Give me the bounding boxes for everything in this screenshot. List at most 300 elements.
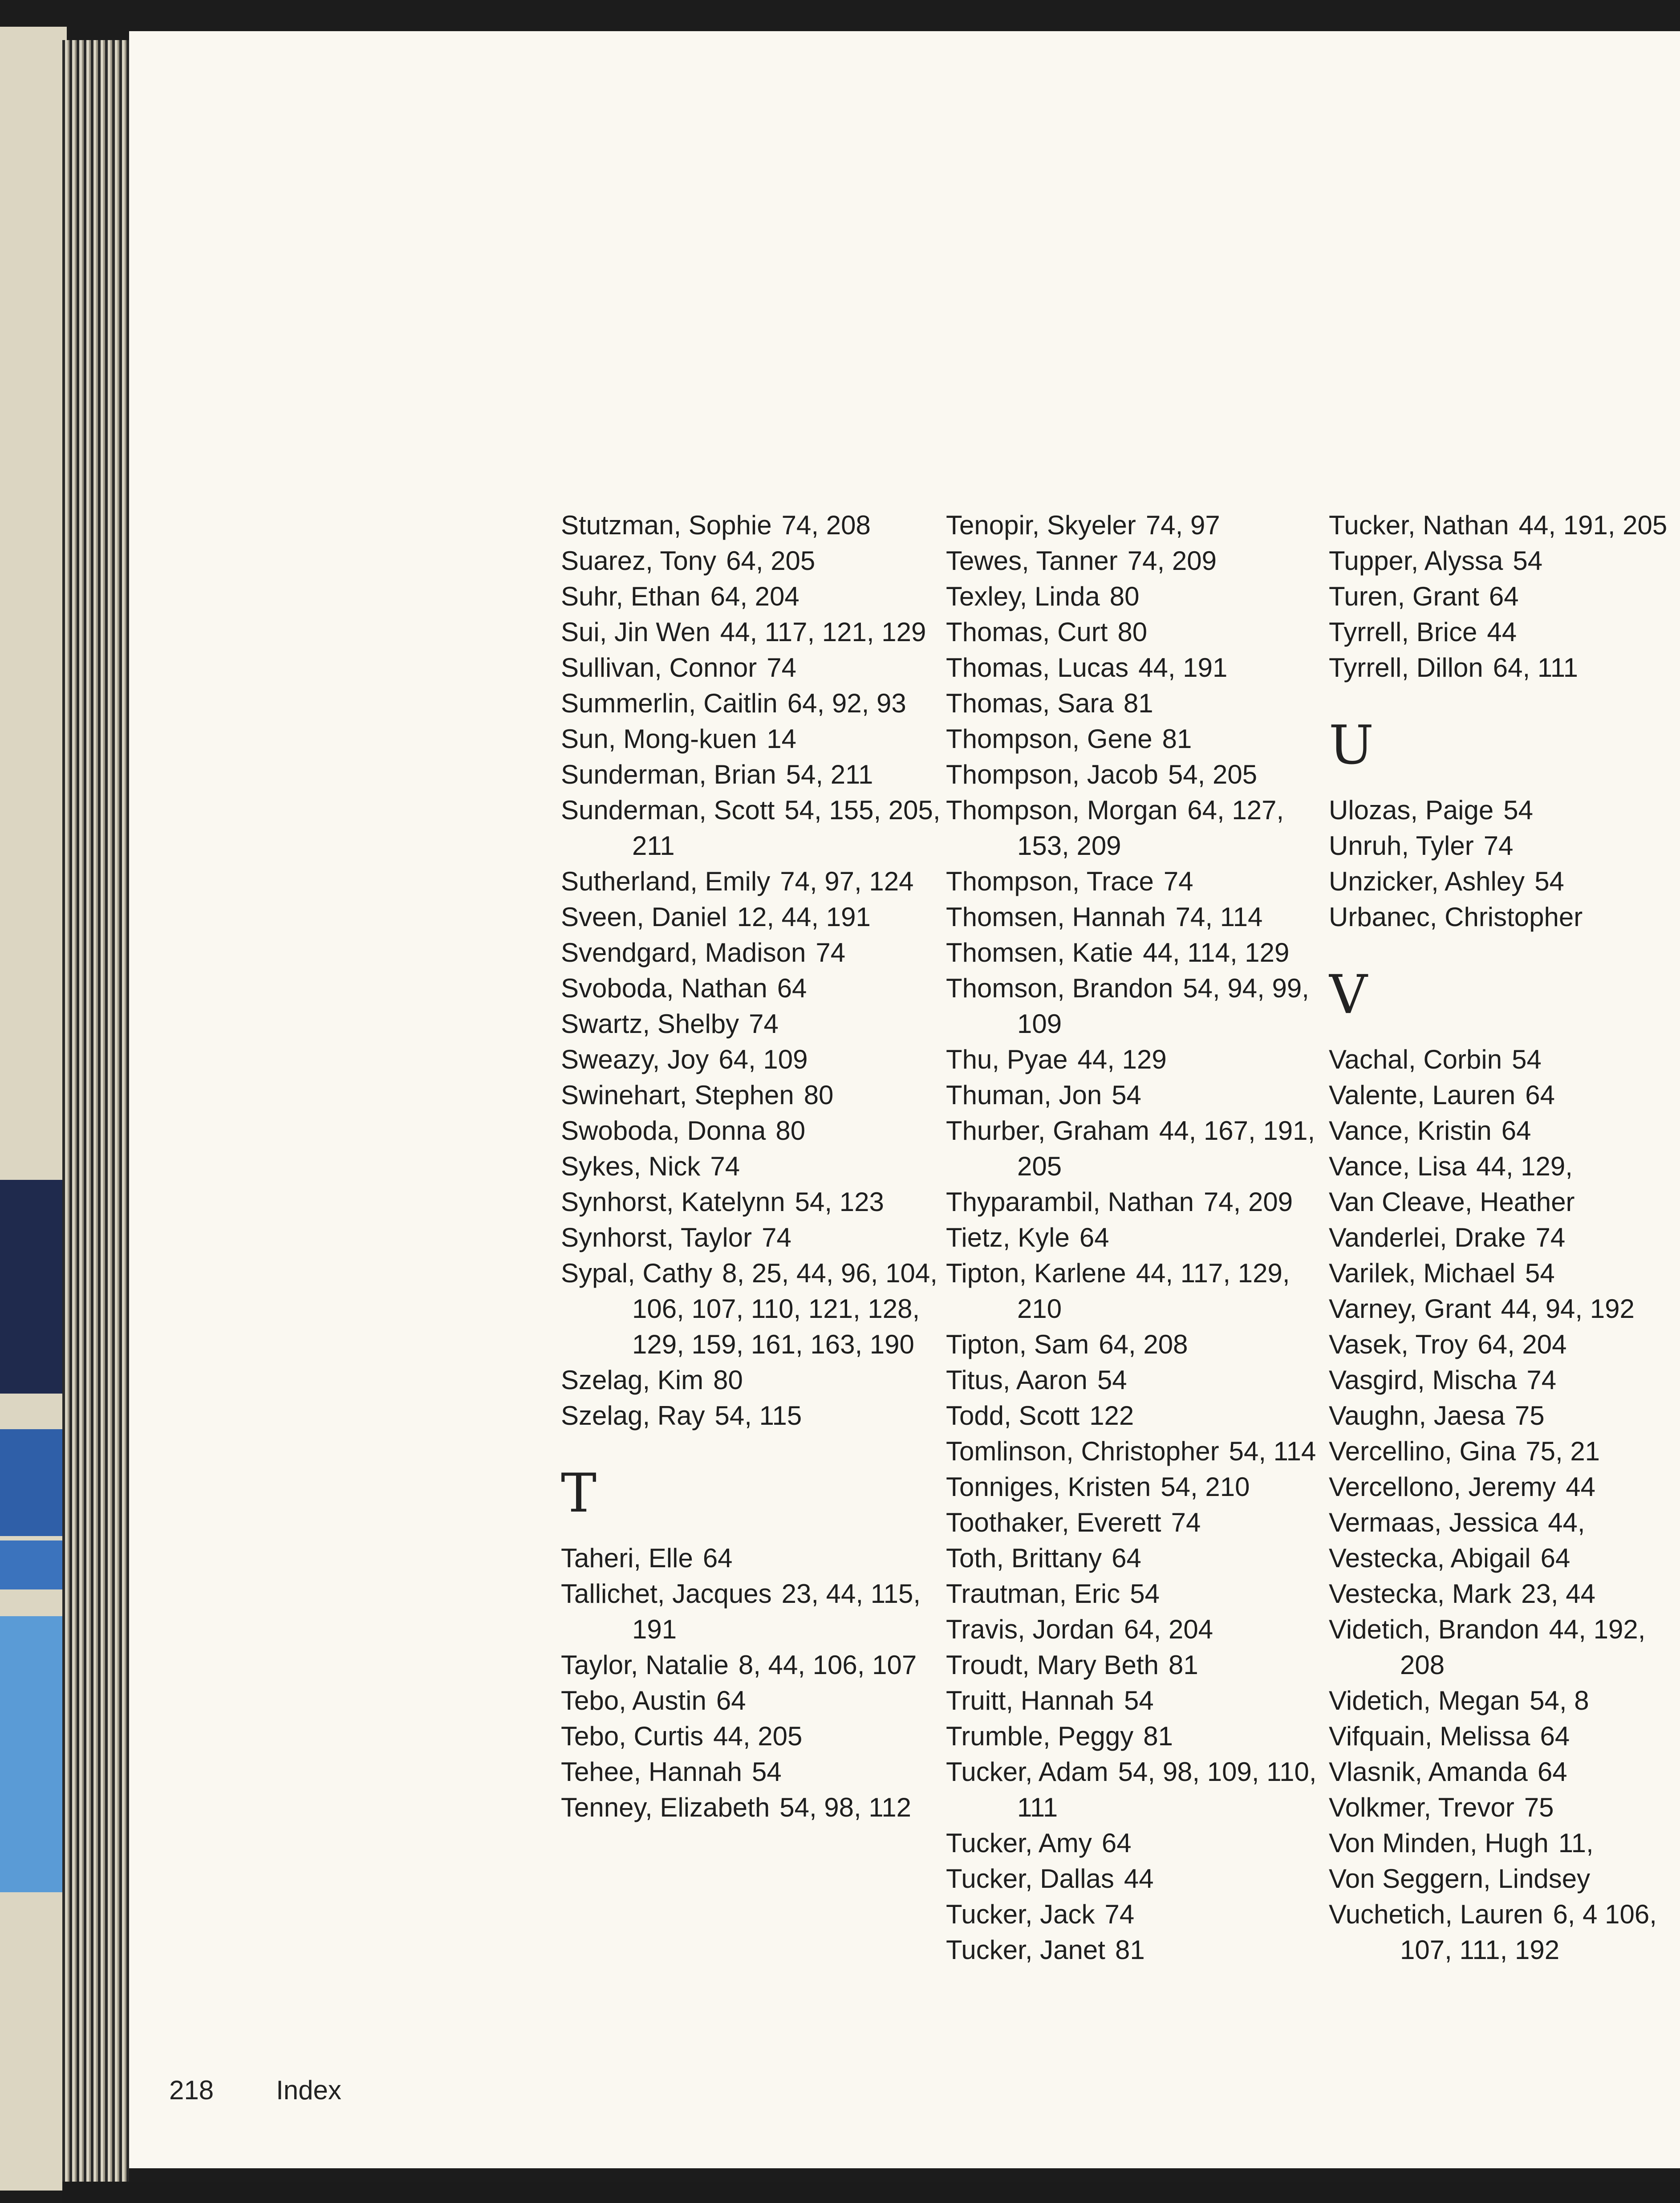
entry-name: Vachal, Corbin — [1329, 1045, 1502, 1074]
entry-pages: 54 — [1130, 1579, 1160, 1609]
index-entry — [946, 650, 1320, 686]
entry-pages: 74 — [749, 1009, 779, 1039]
entry-pages: 64 — [1501, 1116, 1531, 1146]
index-entry — [1329, 1256, 1680, 1291]
entry-name: Tenney, Elizabeth — [561, 1792, 770, 1822]
entry-name: Stutzman, Sophie — [561, 510, 772, 540]
index-entry — [946, 508, 1320, 543]
entry-name: Vercellono, Jeremy — [1329, 1472, 1556, 1502]
index-entry — [1329, 864, 1680, 899]
page-edges — [62, 40, 129, 2186]
entry-name: Videtich, Megan — [1329, 1686, 1520, 1715]
index-entry — [946, 543, 1320, 579]
index-entry — [561, 721, 944, 757]
entry-pages: 23, 44 — [1521, 1579, 1595, 1609]
entry-name: Suarez, Tony — [561, 546, 717, 576]
index-entry — [1329, 1576, 1680, 1612]
index-entry — [1329, 579, 1680, 614]
entry-name: Vestecka, Abigail — [1329, 1543, 1531, 1573]
entry-name: Tietz, Kyle — [946, 1223, 1070, 1252]
entry-name: Tucker, Adam — [946, 1757, 1108, 1787]
entry-pages: 44, 167, 191, 205 — [1017, 1116, 1315, 1181]
entry-name: Thomas, Curt — [946, 617, 1108, 647]
entry-name: Valente, Lauren — [1329, 1080, 1516, 1110]
entry-name: Urbanec, Christopher — [1329, 902, 1583, 932]
entry-pages: 80 — [1109, 581, 1140, 611]
index-column-3 — [1329, 508, 1680, 1968]
page-footer — [169, 2075, 341, 2105]
entry-pages: 74, 97, 124 — [780, 866, 914, 896]
entry-name: Sun, Mong-kuen — [561, 724, 757, 754]
index-entry — [1329, 1327, 1680, 1362]
index-entry — [1329, 650, 1680, 686]
entry-name: Tucker, Janet — [946, 1935, 1105, 1965]
index-entry — [561, 614, 944, 650]
entry-name: Titus, Aaron — [946, 1365, 1088, 1395]
entry-name: Sypal, Cathy — [561, 1258, 713, 1288]
index-entry — [946, 1683, 1320, 1719]
entry-name: Tucker, Jack — [946, 1899, 1095, 1929]
index-entry — [1329, 543, 1680, 579]
entry-name: Szelag, Kim — [561, 1365, 704, 1395]
entry-name: Sullivan, Connor — [561, 653, 757, 683]
entry-pages: 75 — [1514, 1401, 1545, 1431]
entry-name: Vercellino, Gina — [1329, 1436, 1516, 1466]
index-entry — [1329, 1861, 1680, 1897]
entry-name: Tupper, Alyssa — [1329, 546, 1503, 576]
index-entry — [561, 793, 944, 864]
entry-name: Thompson, Jacob — [946, 760, 1158, 789]
index-entry — [561, 1719, 944, 1754]
entry-pages: 44 — [1566, 1472, 1595, 1502]
index-entry — [1329, 1469, 1680, 1505]
index-entry — [946, 935, 1320, 971]
entry-pages: 64, 204 — [1477, 1329, 1567, 1359]
entry-pages: 54, 205 — [1168, 760, 1258, 789]
index-entry — [561, 1077, 944, 1113]
index-entry — [561, 935, 944, 971]
index-entry — [561, 1256, 944, 1362]
section-letter: U — [1329, 715, 1374, 776]
entry-pages: 44, 129, — [1476, 1151, 1573, 1181]
index-column-1 — [561, 508, 944, 1825]
index-entry — [946, 579, 1320, 614]
index-entry — [561, 1398, 944, 1434]
entry-name: Tipton, Sam — [946, 1329, 1089, 1359]
entry-name: Tucker, Amy — [946, 1828, 1092, 1858]
entry-pages: 80 — [803, 1080, 834, 1110]
entry-name: Sweazy, Joy — [561, 1045, 709, 1074]
index-entry — [561, 1683, 944, 1719]
entry-pages: 80 — [713, 1365, 743, 1395]
entry-name: Svoboda, Nathan — [561, 973, 767, 1003]
index-entry — [946, 614, 1320, 650]
entry-name: Vasgird, Mischa — [1329, 1365, 1517, 1395]
entry-name: Summerlin, Caitlin — [561, 688, 778, 718]
entry-pages: 64, 204 — [1124, 1614, 1213, 1644]
entry-name: Thompson, Trace — [946, 866, 1154, 896]
entry-name: Tucker, Dallas — [946, 1864, 1114, 1894]
index-entry — [946, 686, 1320, 721]
entry-pages: 74 — [1163, 866, 1193, 896]
index-entry — [946, 1398, 1320, 1434]
index-entry — [946, 1612, 1320, 1647]
bottom-shadow — [62, 2182, 1680, 2203]
entry-pages: 74, 208 — [781, 510, 871, 540]
index-entry — [946, 1754, 1320, 1825]
entry-pages: 44, 117, 121, 129 — [720, 617, 926, 647]
index-entry — [946, 1647, 1320, 1683]
entry-pages: 44, 191, 205 — [1518, 510, 1668, 540]
entry-pages: 54, 115 — [714, 1401, 802, 1431]
index-entry — [946, 1042, 1320, 1077]
entry-name: Tomlinson, Christopher — [946, 1436, 1219, 1466]
index-entry — [561, 543, 944, 579]
entry-pages: 81 — [1162, 724, 1192, 754]
entry-name: Ulozas, Paige — [1329, 795, 1494, 825]
index-entry — [1329, 1719, 1680, 1754]
entry-pages: 44, 129 — [1077, 1045, 1167, 1074]
section-letter: T — [561, 1463, 597, 1524]
index-entry — [1329, 1113, 1680, 1149]
entry-pages: 64, 205 — [726, 546, 816, 576]
index-entry — [946, 1434, 1320, 1469]
index-entry — [946, 1861, 1320, 1897]
entry-name: Tebo, Austin — [561, 1686, 706, 1715]
entry-pages: 74, 209 — [1127, 546, 1217, 576]
entry-name: Swoboda, Donna — [561, 1116, 766, 1146]
index-entry — [1329, 1398, 1680, 1434]
entry-pages: 54, 8 — [1530, 1686, 1589, 1715]
entry-name: Vasek, Troy — [1329, 1329, 1468, 1359]
entry-pages: 44, 117, 129, 210 — [1017, 1258, 1290, 1324]
entry-name: Thompson, Morgan — [946, 795, 1178, 825]
index-entry — [946, 721, 1320, 757]
entry-name: Vanderlei, Drake — [1329, 1223, 1526, 1252]
entry-name: Thompson, Gene — [946, 724, 1152, 754]
entry-pages: 81 — [1168, 1650, 1198, 1680]
index-entry — [561, 579, 944, 614]
entry-name: Swinehart, Stephen — [561, 1080, 794, 1110]
entry-name: Videtich, Brandon — [1329, 1614, 1539, 1644]
index-entry — [561, 1790, 944, 1825]
entry-pages: 54 — [1097, 1365, 1127, 1395]
index-entry — [1329, 1754, 1680, 1790]
entry-pages: 44, 191 — [1138, 653, 1228, 683]
index-entry — [561, 1042, 944, 1077]
index-entry — [946, 1113, 1320, 1184]
entry-name: Tenopir, Skyeler — [946, 510, 1136, 540]
entry-pages: 64 — [1525, 1080, 1555, 1110]
entry-pages: 81 — [1123, 688, 1153, 718]
index-entry — [946, 1540, 1320, 1576]
entry-pages: 54 — [1513, 546, 1543, 576]
entry-pages: 64, 208 — [1099, 1329, 1188, 1359]
entry-name: Toothaker, Everett — [946, 1508, 1161, 1537]
entry-pages: 64 — [1489, 581, 1519, 611]
index-entry — [1329, 899, 1680, 935]
index-entry — [946, 1897, 1320, 1932]
index-entry — [946, 1469, 1320, 1505]
entry-name: Von Seggern, Lindsey — [1329, 1864, 1591, 1894]
index-entry — [1329, 1683, 1680, 1719]
index-entry — [1329, 1897, 1680, 1968]
entry-name: Texley, Linda — [946, 581, 1100, 611]
index-entry — [946, 757, 1320, 793]
index-column-2 — [946, 508, 1320, 1968]
entry-pages: 74 — [762, 1223, 791, 1252]
entry-name: Vermaas, Jessica — [1329, 1508, 1538, 1537]
entry-pages: 74 — [1483, 831, 1514, 861]
entry-name: Thuman, Jon — [946, 1080, 1102, 1110]
index-entry — [561, 1220, 944, 1256]
index-entry — [1329, 614, 1680, 650]
index-entry — [946, 1576, 1320, 1612]
entry-name: Swartz, Shelby — [561, 1009, 739, 1039]
entry-name: Thurber, Graham — [946, 1116, 1149, 1146]
index-entry — [946, 1220, 1320, 1256]
index-entry — [946, 1719, 1320, 1754]
entry-name: Taylor, Natalie — [561, 1650, 729, 1680]
index-entry — [946, 1362, 1320, 1398]
entry-pages: 11, — [1558, 1828, 1594, 1858]
entry-pages: 54, 211 — [786, 760, 873, 789]
index-entry — [1329, 1790, 1680, 1825]
entry-name: Synhorst, Taylor — [561, 1223, 752, 1252]
entry-pages: 54 — [1512, 1045, 1542, 1074]
entry-pages: 64 — [777, 973, 807, 1003]
index-entry — [1329, 1291, 1680, 1327]
entry-name: Tipton, Karlene — [946, 1258, 1126, 1288]
entry-name: Sykes, Nick — [561, 1151, 701, 1181]
entry-name: Thu, Pyae — [946, 1045, 1068, 1074]
index-entry — [561, 757, 944, 793]
entry-name: Tallichet, Jacques — [561, 1579, 772, 1609]
entry-name: Turen, Grant — [1329, 581, 1479, 611]
entry-name: Sunderman, Scott — [561, 795, 775, 825]
entry-name: Vlasnik, Amanda — [1329, 1757, 1528, 1787]
section-letter: V — [1329, 964, 1368, 1026]
index-entry — [946, 1825, 1320, 1861]
entry-pages: 64 — [1540, 1543, 1570, 1573]
index-entry — [561, 1754, 944, 1790]
entry-pages: 64, 204 — [710, 581, 799, 611]
index-entry — [1329, 1505, 1680, 1540]
entry-pages: 64 — [716, 1686, 746, 1715]
entry-pages: 8, 44, 106, 107 — [738, 1650, 917, 1680]
entry-name: Troudt, Mary Beth — [946, 1650, 1159, 1680]
entry-pages: 44 — [1487, 617, 1517, 647]
entry-name: Vaughn, Jaesa — [1329, 1401, 1505, 1431]
index-entry — [1329, 1184, 1680, 1220]
entry-pages: 64 — [1101, 1828, 1132, 1858]
entry-pages: 74 — [816, 938, 846, 967]
entry-name: Unzicker, Ashley — [1329, 866, 1525, 896]
index-entry — [561, 1647, 944, 1683]
entry-name: Thomas, Sara — [946, 688, 1114, 718]
entry-name: Trumble, Peggy — [946, 1721, 1134, 1751]
entry-name: Unruh, Tyler — [1329, 831, 1474, 861]
index-entry — [1329, 1362, 1680, 1398]
entry-pages: 64, 92, 93 — [787, 688, 906, 718]
entry-pages: 12, 44, 191 — [737, 902, 871, 932]
entry-pages: 54, 94, 99, 109 — [1017, 973, 1309, 1039]
entry-pages: 23, 44, 115, 191 — [632, 1579, 921, 1644]
entry-pages: 74 — [1526, 1365, 1557, 1395]
entry-pages: 64 — [1112, 1543, 1141, 1573]
entry-name: Vance, Kristin — [1329, 1116, 1492, 1146]
entry-name: Von Minden, Hugh — [1329, 1828, 1549, 1858]
entry-pages: 74, 114 — [1175, 902, 1263, 932]
entry-pages: 74 — [767, 653, 796, 683]
entry-pages: 80 — [775, 1116, 806, 1146]
index-entry — [946, 1932, 1320, 1968]
entry-name: Vestecka, Mark — [1329, 1579, 1512, 1609]
entry-pages: 64 — [1079, 1223, 1109, 1252]
entry-pages: 44, 205 — [713, 1721, 803, 1751]
index-entry — [1329, 1149, 1680, 1184]
index-entry — [561, 1184, 944, 1220]
index-entry — [561, 1006, 944, 1042]
entry-pages: 75 — [1524, 1792, 1554, 1822]
index-entry — [1329, 793, 1680, 828]
entry-pages: 64 — [702, 1543, 733, 1573]
entry-pages: 74, 97 — [1145, 510, 1220, 540]
index-entry — [946, 1184, 1320, 1220]
entry-pages: 64 — [1537, 1757, 1567, 1787]
section-name: Index — [276, 2075, 341, 2105]
index-entry — [561, 899, 944, 935]
index-entry — [561, 1362, 944, 1398]
index-entry — [946, 899, 1320, 935]
entry-pages: 54, 210 — [1161, 1472, 1250, 1502]
entry-pages: 81 — [1115, 1935, 1145, 1965]
index-entry — [946, 864, 1320, 899]
index-entry — [1329, 508, 1680, 543]
index-entry — [946, 1077, 1320, 1113]
entry-pages: 54 — [1503, 795, 1533, 825]
entry-name: Sutherland, Emily — [561, 866, 771, 896]
entry-name: Sveen, Daniel — [561, 902, 727, 932]
entry-name: Toth, Brittany — [946, 1543, 1102, 1573]
entry-name: Tewes, Tanner — [946, 546, 1118, 576]
entry-name: Svendgard, Madison — [561, 938, 806, 967]
entry-pages: 6, 4 106, 107, 111, 192 — [1400, 1899, 1657, 1965]
entry-name: Tonniges, Kristen — [946, 1472, 1151, 1502]
index-entry — [1329, 1612, 1680, 1683]
entry-name: Vifquain, Melissa — [1329, 1721, 1530, 1751]
entry-name: Tyrrell, Brice — [1329, 617, 1477, 647]
entry-pages: 64, 111 — [1493, 653, 1579, 683]
entry-name: Tucker, Nathan — [1329, 510, 1509, 540]
spine-stripe-navy — [0, 1180, 62, 1394]
index-entry — [561, 971, 944, 1006]
entry-name: Vuchetich, Lauren — [1329, 1899, 1543, 1929]
index-entry — [1329, 1434, 1680, 1469]
entry-pages: 54 — [1124, 1686, 1154, 1715]
index-entry — [1329, 1220, 1680, 1256]
entry-name: Trautman, Eric — [946, 1579, 1120, 1609]
entry-pages: 54 — [1534, 866, 1564, 896]
index-entry — [1329, 1042, 1680, 1077]
index-entry — [1329, 828, 1680, 864]
entry-name: Van Cleave, Heather — [1329, 1187, 1575, 1217]
entry-pages: 80 — [1117, 617, 1148, 647]
entry-pages: 74 — [1535, 1223, 1566, 1252]
entry-name: Tyrrell, Dillon — [1329, 653, 1483, 683]
entry-pages: 75, 21 — [1526, 1436, 1600, 1466]
entry-pages: 54 — [752, 1757, 782, 1787]
entry-name: Sunderman, Brian — [561, 760, 776, 789]
entry-pages: 74, 209 — [1203, 1187, 1293, 1217]
entry-pages: 8, 25, 44, 96, 104, 106, 107, 110, 121, 128, 129, 159, 161, 163, 190 — [632, 1258, 937, 1359]
entry-pages: 44, — [1548, 1508, 1585, 1537]
page-number: 218 — [169, 2075, 214, 2105]
entry-name: Thomas, Lucas — [946, 653, 1129, 683]
entry-pages: 81 — [1143, 1721, 1173, 1751]
entry-pages: 54, 155, 205, 211 — [632, 795, 941, 861]
entry-name: Volkmer, Trevor — [1329, 1792, 1514, 1822]
index-entry — [561, 1113, 944, 1149]
entry-pages: 54 — [1525, 1258, 1555, 1288]
entry-name: Varilek, Michael — [1329, 1258, 1516, 1288]
spine-stripe-blue — [0, 1429, 62, 1536]
entry-name: Thomson, Brandon — [946, 973, 1173, 1003]
entry-pages: 122 — [1089, 1401, 1134, 1431]
index-entry — [1329, 1825, 1680, 1861]
entry-name: Szelag, Ray — [561, 1401, 705, 1431]
index-entry — [946, 1327, 1320, 1362]
spine-stripe-light — [0, 1616, 62, 1892]
index-entry — [561, 864, 944, 899]
index-entry — [946, 793, 1320, 864]
entry-name: Sui, Jin Wen — [561, 617, 710, 647]
index-entry — [561, 508, 944, 543]
index-entry — [561, 1540, 944, 1576]
entry-pages: 44, 94, 192 — [1501, 1294, 1635, 1324]
spine-stripe-blue-2 — [0, 1540, 62, 1589]
entry-pages: 54, 114 — [1229, 1436, 1316, 1466]
entry-name: Thyparambil, Nathan — [946, 1187, 1194, 1217]
entry-pages: 14 — [767, 724, 797, 754]
entry-pages: 44, 114, 129 — [1143, 938, 1290, 967]
entry-pages: 44, 192, 208 — [1400, 1614, 1646, 1680]
index-entry — [561, 1576, 944, 1647]
index-entry — [946, 1256, 1320, 1327]
entry-name: Tebo, Curtis — [561, 1721, 704, 1751]
entry-name: Vance, Lisa — [1329, 1151, 1467, 1181]
entry-pages: 54 — [1112, 1080, 1141, 1110]
entry-pages: 54, 98, 112 — [779, 1792, 912, 1822]
entry-pages: 74 — [710, 1151, 740, 1181]
entry-name: Varney, Grant — [1329, 1294, 1491, 1324]
entry-pages: 44 — [1124, 1864, 1154, 1894]
entry-name: Tehee, Hannah — [561, 1757, 742, 1787]
entry-pages: 54, 123 — [795, 1187, 884, 1217]
index-entry — [561, 650, 944, 686]
index-entry — [1329, 1077, 1680, 1113]
entry-pages: 74 — [1171, 1508, 1201, 1537]
entry-pages: 64, 127, 153, 209 — [1017, 795, 1284, 861]
index-entry — [561, 686, 944, 721]
entry-pages: 74 — [1104, 1899, 1135, 1929]
index-entry — [946, 1505, 1320, 1540]
index-entry — [1329, 1540, 1680, 1576]
index-entry — [946, 971, 1320, 1042]
entry-pages: 64 — [1540, 1721, 1570, 1751]
entry-pages: 54, 98, 109, 110, 111 — [1017, 1757, 1317, 1822]
entry-pages: 64, 109 — [718, 1045, 808, 1074]
